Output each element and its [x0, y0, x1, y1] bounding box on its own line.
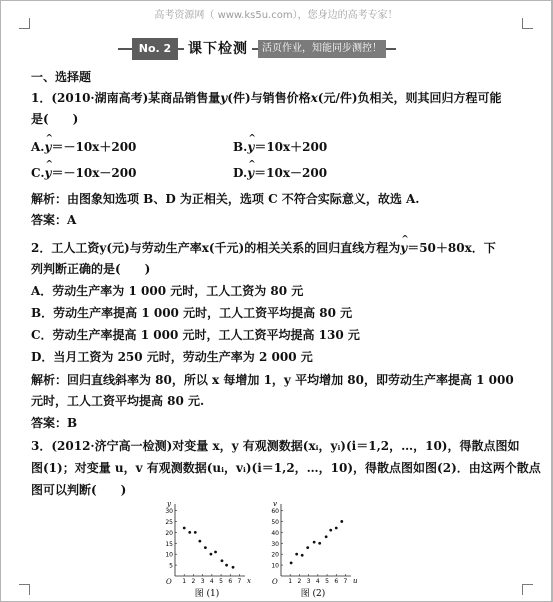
crop-mark-bottom-right [522, 584, 533, 595]
q1-option-d: D.^ y＝10x－200 [233, 165, 327, 181]
q2-explanation-line-1: 解析：回归直线斜率为 80，所以 x 每增加 1，y 平均增加 80，即劳动生产率提高 1 000 [31, 373, 514, 387]
plot1-data-point [183, 527, 186, 530]
plot2-x-axis-label: u [353, 577, 358, 585]
plot1-y-tick-label: 20 [165, 529, 173, 537]
scatter-plot-2 [267, 498, 359, 601]
banner-number: No. 2 [132, 38, 178, 60]
plot1-y-axis-label: y [167, 500, 171, 508]
banner-slogan: 活页作业，知能同步测控！ [258, 40, 386, 58]
q3-stem-line-2: 图(1)；对变量 u，v 有观测数据(uᵢ，vᵢ)(i＝1,2，…，10)，得散点图如图(2)．由这两个散点 [31, 461, 541, 475]
plot1-x-tick-label: 1 [182, 578, 187, 585]
plot1-x-tick-label: 2 [191, 578, 196, 585]
scatter-plot-2-caption: 图 (2) [300, 589, 326, 599]
section-title: 一、选择题 [31, 70, 92, 84]
plot1-x-tick-label: 6 [228, 578, 233, 585]
crop-mark-top-right [522, 18, 533, 29]
crop-mark-top-left [19, 18, 30, 29]
q3-stem-line-3: 图可以判断( ) [31, 483, 127, 497]
plot1-x-axis-label: x [247, 577, 251, 585]
q1-option-c: C.^ y＝－10x－200 [31, 165, 136, 181]
q2-explanation-line-2: 元时，工人工资平均提高 80 元. [31, 394, 205, 408]
plot1-data-point [232, 566, 235, 569]
plot2-data-point [325, 535, 328, 538]
plot2-data-point [318, 542, 321, 545]
plot2-data-point [301, 554, 304, 557]
q2-option-b: B．劳动生产率提高 1 000 元时，工人工资平均提高 80 元 [31, 306, 353, 320]
plot1-data-point [214, 551, 217, 554]
plot2-data-point [306, 546, 309, 549]
q2-answer: 答案：B [31, 416, 78, 430]
plot2-y-tick-label: 50 [271, 518, 279, 526]
plot2-data-point [335, 527, 338, 530]
watermark-text: 高考资源网（ www.ks5u.com），您身边的高考专家！ [154, 10, 398, 21]
plot1-data-point [198, 540, 201, 543]
plot1-y-tick-label: 30 [165, 508, 173, 516]
plot2-x-tick-label: 3 [306, 578, 311, 585]
q3-stem-line-1: 3．(2012·济宁高一检测)对变量 x，y 有观测数据(xᵢ，yᵢ)(i＝1,2，…，10)，得散点图如 [31, 439, 520, 453]
worksheet-page [1, 1, 551, 601]
plot2-x-tick-label: 5 [325, 578, 329, 585]
plot2-y-tick-label: 10 [271, 562, 279, 570]
plot1-y-tick-label: 5 [169, 562, 173, 570]
q2-stem-line-2: 列判断正确的是( ) [31, 262, 151, 276]
plot1-x-tick-label: 7 [237, 578, 242, 585]
plot1-x-tick-label: 3 [200, 578, 205, 585]
q1-option-a: A.^ y＝－10x＋200 [31, 139, 136, 155]
q1-stem-line-1: 1．(2010·湖南高考)某商品销售量y(件)与销售价格x(元/件)负相关，则其回归方程可能 [31, 91, 502, 105]
plot1-x-tick-label: 4 [209, 578, 214, 585]
plot1-origin-label: O [166, 578, 172, 586]
plot1-data-point [194, 531, 197, 534]
plot1-data-point [204, 546, 207, 549]
scatter-plot-1-caption: 图 (1) [194, 589, 220, 599]
plot1-data-point [210, 553, 213, 556]
crop-mark-bottom-left [19, 584, 30, 595]
plot1-x-tick-label: 5 [219, 578, 223, 585]
plot2-origin-label: O [272, 578, 278, 586]
plot2-data-point [340, 520, 343, 523]
q2-option-c: C．劳动生产率提高 1 000 元时，工人工资平均提高 130 元 [31, 328, 360, 342]
plot2-x-tick-label: 2 [297, 578, 302, 585]
q2-stem-line-1: 2．工人工资y(元)与劳动生产率x(千元)的相关关系的回归直线方程为^ y＝50＋80x．下 [31, 240, 521, 256]
banner-title: 课下检测 [184, 38, 252, 60]
plot2-data-point [329, 529, 332, 532]
q2-option-d: D．当月工资为 250 元时，劳动生产率为 2 000 元 [31, 350, 313, 364]
plot1-y-tick-label: 10 [165, 551, 173, 559]
plot2-y-tick-label: 60 [271, 508, 279, 516]
scatter-plot-2-svg [267, 498, 359, 588]
plot2-x-tick-label: 6 [334, 578, 339, 585]
plot1-y-tick-label: 15 [165, 540, 173, 548]
plot2-y-axis-label: v [273, 500, 277, 508]
q1-explanation: 解析：由图象知选项 B、D 为正相关，选项 C 不符合实际意义，故选 A. [31, 192, 420, 206]
q1-stem-line-2: 是( ) [31, 112, 79, 126]
plot2-y-tick-label: 20 [271, 551, 279, 559]
q1-option-b: B.^ y＝10x＋200 [233, 139, 327, 155]
plot1-y-tick-label: 25 [165, 518, 173, 526]
section-banner [118, 38, 396, 60]
q2-option-a: A．劳动生产率为 1 000 元时，工人工资为 80 元 [31, 284, 304, 298]
plot2-y-tick-label: 40 [271, 529, 279, 537]
scatter-plot-1 [161, 498, 253, 601]
plot2-x-tick-label: 7 [343, 578, 348, 585]
plot1-data-point [188, 531, 191, 534]
plot2-data-point [295, 553, 298, 556]
plot2-y-tick-label: 30 [271, 540, 279, 548]
plot1-data-point [221, 559, 224, 562]
scatter-plot-1-svg [161, 498, 253, 588]
plot2-data-point [313, 541, 316, 544]
q1-answer: 答案：A [31, 213, 77, 227]
plot2-x-tick-label: 4 [315, 578, 320, 585]
plot2-data-point [290, 562, 293, 565]
plot2-x-tick-label: 1 [288, 578, 293, 585]
plot1-data-point [225, 564, 228, 567]
